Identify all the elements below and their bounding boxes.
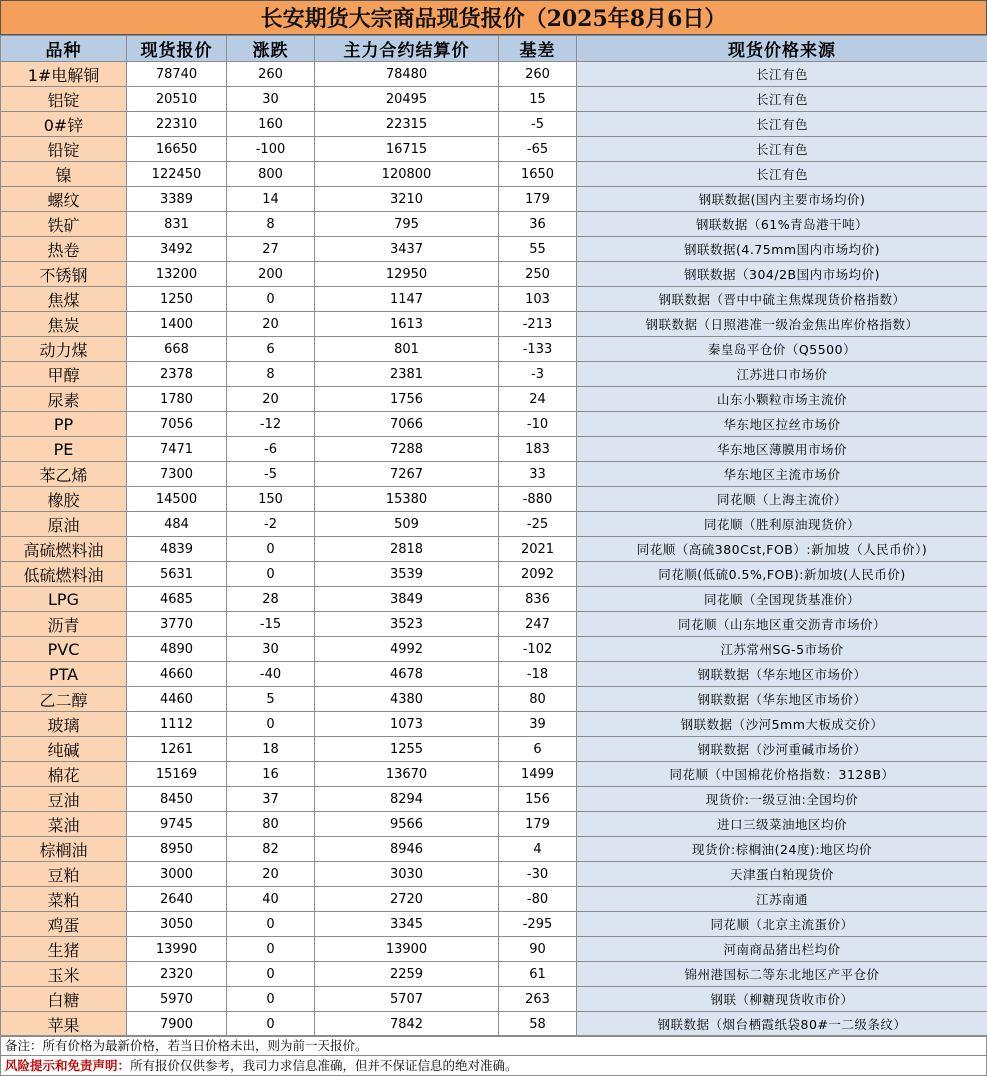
change-cell: 28 — [227, 587, 315, 612]
spot-price-cell: 5631 — [127, 562, 227, 587]
header-commodity: 品种 — [1, 36, 127, 62]
spot-price-cell: 9745 — [127, 812, 227, 837]
settlement-price-cell: 13900 — [315, 937, 499, 962]
table-row — [1, 762, 987, 787]
settlement-price-cell: 2381 — [315, 362, 499, 387]
spot-price-cell: 1400 — [127, 312, 227, 337]
spot-price-cell: 1780 — [127, 387, 227, 412]
spot-price-cell: 2320 — [127, 962, 227, 987]
settlement-price-cell: 3523 — [315, 612, 499, 637]
price-source-cell: 进口三级菜油地区均价 — [577, 812, 987, 837]
commodity-cell: 苯乙烯 — [1, 462, 127, 487]
price-source-cell: 同花顺（全国现货基准价） — [577, 587, 987, 612]
spot-price-cell: 3000 — [127, 862, 227, 887]
basis-cell: -133 — [499, 337, 577, 362]
table-row — [1, 687, 987, 712]
table-row — [1, 587, 987, 612]
price-source-cell: 同花顺（高硫380Cst,FOB）:新加坡（人民币价）) — [577, 537, 987, 562]
commodity-cell: 不锈钢 — [1, 262, 127, 287]
table-row — [1, 612, 987, 637]
change-cell: 0 — [227, 937, 315, 962]
table-row — [1, 637, 987, 662]
spot-price-cell: 13200 — [127, 262, 227, 287]
table-row — [1, 387, 987, 412]
price-source-cell: 长江有色 — [577, 162, 987, 187]
change-cell: 20 — [227, 387, 315, 412]
change-cell: -15 — [227, 612, 315, 637]
spot-price-cell: 1250 — [127, 287, 227, 312]
settlement-price-cell: 120800 — [315, 162, 499, 187]
basis-cell: 90 — [499, 937, 577, 962]
commodity-cell: 0#锌 — [1, 112, 127, 137]
basis-cell: -880 — [499, 487, 577, 512]
spot-price-cell: 1261 — [127, 737, 227, 762]
basis-cell: 2021 — [499, 537, 577, 562]
price-source-cell: 长江有色 — [577, 62, 987, 87]
basis-cell: 39 — [499, 712, 577, 737]
table-row — [1, 962, 987, 987]
basis-cell: 15 — [499, 87, 577, 112]
settlement-price-cell: 4992 — [315, 637, 499, 662]
table-row — [1, 1012, 987, 1037]
settlement-price-cell: 2818 — [315, 537, 499, 562]
price-source-cell: 钢联数据（沙河5mm大板成交价） — [577, 712, 987, 737]
table-row — [1, 562, 987, 587]
table-row — [1, 187, 987, 212]
spot-price-cell: 122450 — [127, 162, 227, 187]
price-source-cell: 长江有色 — [577, 112, 987, 137]
spot-price-cell: 7471 — [127, 437, 227, 462]
commodity-cell: 铁矿 — [1, 212, 127, 237]
price-source-cell: 钢联（柳糖现货收市价） — [577, 987, 987, 1012]
table-row — [1, 862, 987, 887]
settlement-price-cell: 2259 — [315, 962, 499, 987]
basis-cell: 179 — [499, 187, 577, 212]
header-spot-price: 现货报价 — [127, 36, 227, 62]
header-price-source: 现货价格来源 — [577, 36, 987, 62]
spot-price-cell: 22310 — [127, 112, 227, 137]
spot-price-cell: 3050 — [127, 912, 227, 937]
price-source-cell: 钢联数据（304/2B国内市场均价) — [577, 262, 987, 287]
change-cell: 0 — [227, 962, 315, 987]
commodity-cell: 豆油 — [1, 787, 127, 812]
basis-cell: -30 — [499, 862, 577, 887]
basis-cell: -65 — [499, 137, 577, 162]
commodity-cell: PE — [1, 437, 127, 462]
basis-cell: 55 — [499, 237, 577, 262]
price-source-cell: 钢联数据（华东地区市场价） — [577, 687, 987, 712]
settlement-price-cell: 801 — [315, 337, 499, 362]
spot-price-cell: 8450 — [127, 787, 227, 812]
spot-price-cell: 4839 — [127, 537, 227, 562]
basis-cell: 103 — [499, 287, 577, 312]
change-cell: 37 — [227, 787, 315, 812]
commodity-cell: 镍 — [1, 162, 127, 187]
settlement-price-cell: 7842 — [315, 1012, 499, 1037]
table-row — [1, 887, 987, 912]
settlement-price-cell: 4678 — [315, 662, 499, 687]
price-source-cell: 同花顺（胜利原油现货价） — [577, 512, 987, 537]
table-row — [1, 287, 987, 312]
price-table — [0, 35, 987, 1037]
price-source-cell: 天津蛋白粕现货价 — [577, 862, 987, 887]
header-row — [1, 36, 987, 62]
commodity-cell: 玻璃 — [1, 712, 127, 737]
table-row — [1, 87, 987, 112]
change-cell: 18 — [227, 737, 315, 762]
commodity-cell: 低硫燃料油 — [1, 562, 127, 587]
basis-cell: 1499 — [499, 762, 577, 787]
table-row — [1, 512, 987, 537]
basis-cell: 260 — [499, 62, 577, 87]
table-row — [1, 437, 987, 462]
settlement-price-cell: 3345 — [315, 912, 499, 937]
commodity-cell: 热卷 — [1, 237, 127, 262]
change-cell: 20 — [227, 862, 315, 887]
basis-cell: -213 — [499, 312, 577, 337]
price-source-cell: 长江有色 — [577, 137, 987, 162]
price-source-cell: 长江有色 — [577, 87, 987, 112]
table-row — [1, 737, 987, 762]
spot-price-cell: 3389 — [127, 187, 227, 212]
commodity-cell: 棉花 — [1, 762, 127, 787]
change-cell: 0 — [227, 537, 315, 562]
spot-price-cell: 8950 — [127, 837, 227, 862]
price-source-cell: 江苏南通 — [577, 887, 987, 912]
table-row — [1, 987, 987, 1012]
settlement-price-cell: 3030 — [315, 862, 499, 887]
settlement-price-cell: 7288 — [315, 437, 499, 462]
change-cell: 30 — [227, 87, 315, 112]
basis-cell: 179 — [499, 812, 577, 837]
settlement-price-cell: 13670 — [315, 762, 499, 787]
table-row — [1, 662, 987, 687]
basis-cell: 80 — [499, 687, 577, 712]
basis-cell: -18 — [499, 662, 577, 687]
change-cell: 30 — [227, 637, 315, 662]
commodity-cell: 动力煤 — [1, 337, 127, 362]
spot-price-cell: 3770 — [127, 612, 227, 637]
change-cell: 80 — [227, 812, 315, 837]
table-row — [1, 837, 987, 862]
header-settlement-price: 主力合约结算价 — [315, 36, 499, 62]
commodity-cell: LPG — [1, 587, 127, 612]
settlement-price-cell: 4380 — [315, 687, 499, 712]
change-cell: 0 — [227, 712, 315, 737]
commodity-cell: PVC — [1, 637, 127, 662]
commodity-cell: 高硫燃料油 — [1, 537, 127, 562]
change-cell: 200 — [227, 262, 315, 287]
commodity-cell: 原油 — [1, 512, 127, 537]
price-source-cell: 现货价:一级豆油:全国均价 — [577, 787, 987, 812]
price-source-cell: 华东地区主流市场价 — [577, 462, 987, 487]
settlement-price-cell: 1255 — [315, 737, 499, 762]
settlement-price-cell: 1147 — [315, 287, 499, 312]
basis-cell: 263 — [499, 987, 577, 1012]
settlement-price-cell: 12950 — [315, 262, 499, 287]
spot-price-cell: 831 — [127, 212, 227, 237]
change-cell: 260 — [227, 62, 315, 87]
price-source-cell: 山东小颗粒市场主流价 — [577, 387, 987, 412]
spot-price-cell: 15169 — [127, 762, 227, 787]
settlement-price-cell: 20495 — [315, 87, 499, 112]
change-cell: 0 — [227, 987, 315, 1012]
commodity-cell: PP — [1, 412, 127, 437]
price-source-cell: 钢联数据（日照港准一级冶金焦出库价格指数） — [577, 312, 987, 337]
change-cell: -2 — [227, 512, 315, 537]
spot-price-cell: 2378 — [127, 362, 227, 387]
change-cell: -6 — [227, 437, 315, 462]
price-source-cell: 钢联数据（沙河重碱市场价） — [577, 737, 987, 762]
spot-price-cell: 7300 — [127, 462, 227, 487]
commodity-cell: 苹果 — [1, 1012, 127, 1037]
commodity-cell: 尿素 — [1, 387, 127, 412]
change-cell: 8 — [227, 362, 315, 387]
price-source-cell: 华东地区薄膜用市场价 — [577, 437, 987, 462]
settlement-price-cell: 5707 — [315, 987, 499, 1012]
spot-price-cell: 4685 — [127, 587, 227, 612]
basis-cell: -102 — [499, 637, 577, 662]
settlement-price-cell: 15380 — [315, 487, 499, 512]
basis-cell: 250 — [499, 262, 577, 287]
change-cell: 8 — [227, 212, 315, 237]
settlement-price-cell: 3210 — [315, 187, 499, 212]
disclaimer-text: 所有报价仅供参考，我司力求信息准确，但并不保证信息的绝对准确。 — [130, 1058, 518, 1073]
price-source-cell: 秦皇岛平仓价（Q5500） — [577, 337, 987, 362]
settlement-price-cell: 509 — [315, 512, 499, 537]
commodity-cell: 菜油 — [1, 812, 127, 837]
change-cell: 0 — [227, 287, 315, 312]
table-header — [1, 36, 987, 62]
change-cell: -100 — [227, 137, 315, 162]
table-row — [1, 137, 987, 162]
table-row — [1, 537, 987, 562]
spot-price-cell: 2640 — [127, 887, 227, 912]
spot-price-cell: 1112 — [127, 712, 227, 737]
settlement-price-cell: 9566 — [315, 812, 499, 837]
table-row — [1, 787, 987, 812]
change-cell: 0 — [227, 562, 315, 587]
change-cell: 20 — [227, 312, 315, 337]
price-source-cell: 江苏常州SG-5市场价 — [577, 637, 987, 662]
commodity-cell: 橡胶 — [1, 487, 127, 512]
basis-cell: -5 — [499, 112, 577, 137]
spot-price-cell: 20510 — [127, 87, 227, 112]
price-source-cell: 钢联数据（烟台栖霞纸袋80#一二级条纹） — [577, 1012, 987, 1037]
table-row — [1, 62, 987, 87]
basis-cell: 33 — [499, 462, 577, 487]
commodity-cell: 1#电解铜 — [1, 62, 127, 87]
change-cell: 27 — [227, 237, 315, 262]
spot-price-cell: 4460 — [127, 687, 227, 712]
commodity-cell: 菜粕 — [1, 887, 127, 912]
price-source-cell: 同花顺（中国棉花价格指数：3128B） — [577, 762, 987, 787]
commodity-cell: 纯碱 — [1, 737, 127, 762]
price-source-cell: 现货价:棕榈油(24度):地区均价 — [577, 837, 987, 862]
table-row — [1, 312, 987, 337]
price-source-cell: 同花顺（北京主流蛋价） — [577, 912, 987, 937]
spot-price-cell: 7056 — [127, 412, 227, 437]
basis-cell: 836 — [499, 587, 577, 612]
table-row — [1, 812, 987, 837]
change-cell: -40 — [227, 662, 315, 687]
settlement-price-cell: 7267 — [315, 462, 499, 487]
change-cell: 800 — [227, 162, 315, 187]
price-source-cell: 同花顺（山东地区重交沥青市场价） — [577, 612, 987, 637]
commodity-cell: 铝锭 — [1, 87, 127, 112]
settlement-price-cell: 1073 — [315, 712, 499, 737]
basis-cell: 247 — [499, 612, 577, 637]
table-row — [1, 937, 987, 962]
commodity-cell: 焦炭 — [1, 312, 127, 337]
spot-price-cell: 4660 — [127, 662, 227, 687]
table-row — [1, 912, 987, 937]
table-row — [1, 712, 987, 737]
settlement-price-cell: 2720 — [315, 887, 499, 912]
basis-cell: 58 — [499, 1012, 577, 1037]
commodity-cell: PTA — [1, 662, 127, 687]
price-source-cell: 锦州港国标二等东北地区产平仓价 — [577, 962, 987, 987]
spot-price-cell: 4890 — [127, 637, 227, 662]
basis-cell: 156 — [499, 787, 577, 812]
change-cell: 82 — [227, 837, 315, 862]
basis-cell: -25 — [499, 512, 577, 537]
table-row — [1, 162, 987, 187]
commodity-cell: 甲醇 — [1, 362, 127, 387]
commodity-cell: 乙二醇 — [1, 687, 127, 712]
settlement-price-cell: 1613 — [315, 312, 499, 337]
basis-cell: 6 — [499, 737, 577, 762]
basis-cell: 24 — [499, 387, 577, 412]
table-row — [1, 412, 987, 437]
disclaimer — [0, 1055, 987, 1076]
commodity-cell: 豆粕 — [1, 862, 127, 887]
table-row — [1, 237, 987, 262]
basis-cell: -10 — [499, 412, 577, 437]
basis-cell: -3 — [499, 362, 577, 387]
basis-cell: -80 — [499, 887, 577, 912]
footnote: 备注：所有价格为最新价格，若当日价格未出，则为前一天报价。 — [0, 1035, 987, 1056]
change-cell: 6 — [227, 337, 315, 362]
spot-price-cell: 78740 — [127, 62, 227, 87]
change-cell: 0 — [227, 1012, 315, 1037]
table-body — [1, 62, 987, 1037]
price-source-cell: 钢联数据(国内主要市场均价) — [577, 187, 987, 212]
change-cell: 40 — [227, 887, 315, 912]
commodity-cell: 棕榈油 — [1, 837, 127, 862]
settlement-price-cell: 16715 — [315, 137, 499, 162]
change-cell: 5 — [227, 687, 315, 712]
basis-cell: 36 — [499, 212, 577, 237]
price-source-cell: 江苏进口市场价 — [577, 362, 987, 387]
spot-price-cell: 13990 — [127, 937, 227, 962]
spot-price-cell: 5970 — [127, 987, 227, 1012]
spot-price-cell: 14500 — [127, 487, 227, 512]
spot-price-cell: 3492 — [127, 237, 227, 262]
basis-cell: 183 — [499, 437, 577, 462]
price-source-cell: 同花顺（上海主流价） — [577, 487, 987, 512]
table-row — [1, 262, 987, 287]
table-row — [1, 212, 987, 237]
basis-cell: 61 — [499, 962, 577, 987]
commodity-cell: 铅锭 — [1, 137, 127, 162]
change-cell: 16 — [227, 762, 315, 787]
basis-cell: 1650 — [499, 162, 577, 187]
settlement-price-cell: 22315 — [315, 112, 499, 137]
commodity-cell: 生猪 — [1, 937, 127, 962]
basis-cell: -295 — [499, 912, 577, 937]
spot-price-cell: 7900 — [127, 1012, 227, 1037]
settlement-price-cell: 3849 — [315, 587, 499, 612]
settlement-price-cell: 1756 — [315, 387, 499, 412]
spot-price-cell: 16650 — [127, 137, 227, 162]
table-row — [1, 487, 987, 512]
commodity-cell: 沥青 — [1, 612, 127, 637]
settlement-price-cell: 3539 — [315, 562, 499, 587]
change-cell: -12 — [227, 412, 315, 437]
settlement-price-cell: 8294 — [315, 787, 499, 812]
spot-price-cell: 484 — [127, 512, 227, 537]
commodity-cell: 螺纹 — [1, 187, 127, 212]
table-row — [1, 337, 987, 362]
change-cell: -5 — [227, 462, 315, 487]
price-source-cell: 钢联数据(4.75mm国内市场均价) — [577, 237, 987, 262]
price-source-cell: 钢联数据（晋中中硫主焦煤现货价格指数） — [577, 287, 987, 312]
commodity-cell: 鸡蛋 — [1, 912, 127, 937]
price-source-cell: 河南商品猪出栏均价 — [577, 937, 987, 962]
spot-price-cell: 668 — [127, 337, 227, 362]
table-row — [1, 462, 987, 487]
settlement-price-cell: 8946 — [315, 837, 499, 862]
price-source-cell: 同花顺(低硫0.5%,FOB):新加坡(人民币价) — [577, 562, 987, 587]
commodity-cell: 焦煤 — [1, 287, 127, 312]
price-source-cell: 华东地区拉丝市场价 — [577, 412, 987, 437]
basis-cell: 2092 — [499, 562, 577, 587]
disclaimer-label: 风险提示和免责声明： — [5, 1058, 130, 1073]
settlement-price-cell: 78480 — [315, 62, 499, 87]
price-source-cell: 钢联数据（61%青岛港干吨） — [577, 212, 987, 237]
header-basis: 基差 — [499, 36, 577, 62]
commodity-cell: 白糖 — [1, 987, 127, 1012]
settlement-price-cell: 795 — [315, 212, 499, 237]
settlement-price-cell: 7066 — [315, 412, 499, 437]
price-source-cell: 钢联数据（华东地区市场价） — [577, 662, 987, 687]
table-row — [1, 362, 987, 387]
change-cell: 0 — [227, 912, 315, 937]
change-cell: 160 — [227, 112, 315, 137]
change-cell: 14 — [227, 187, 315, 212]
settlement-price-cell: 3437 — [315, 237, 499, 262]
commodity-cell: 玉米 — [1, 962, 127, 987]
basis-cell: 4 — [499, 837, 577, 862]
header-change: 涨跌 — [227, 36, 315, 62]
sheet-title: 长安期货大宗商品现货报价（2025年8月6日） — [0, 0, 987, 35]
table-row — [1, 112, 987, 137]
change-cell: 150 — [227, 487, 315, 512]
